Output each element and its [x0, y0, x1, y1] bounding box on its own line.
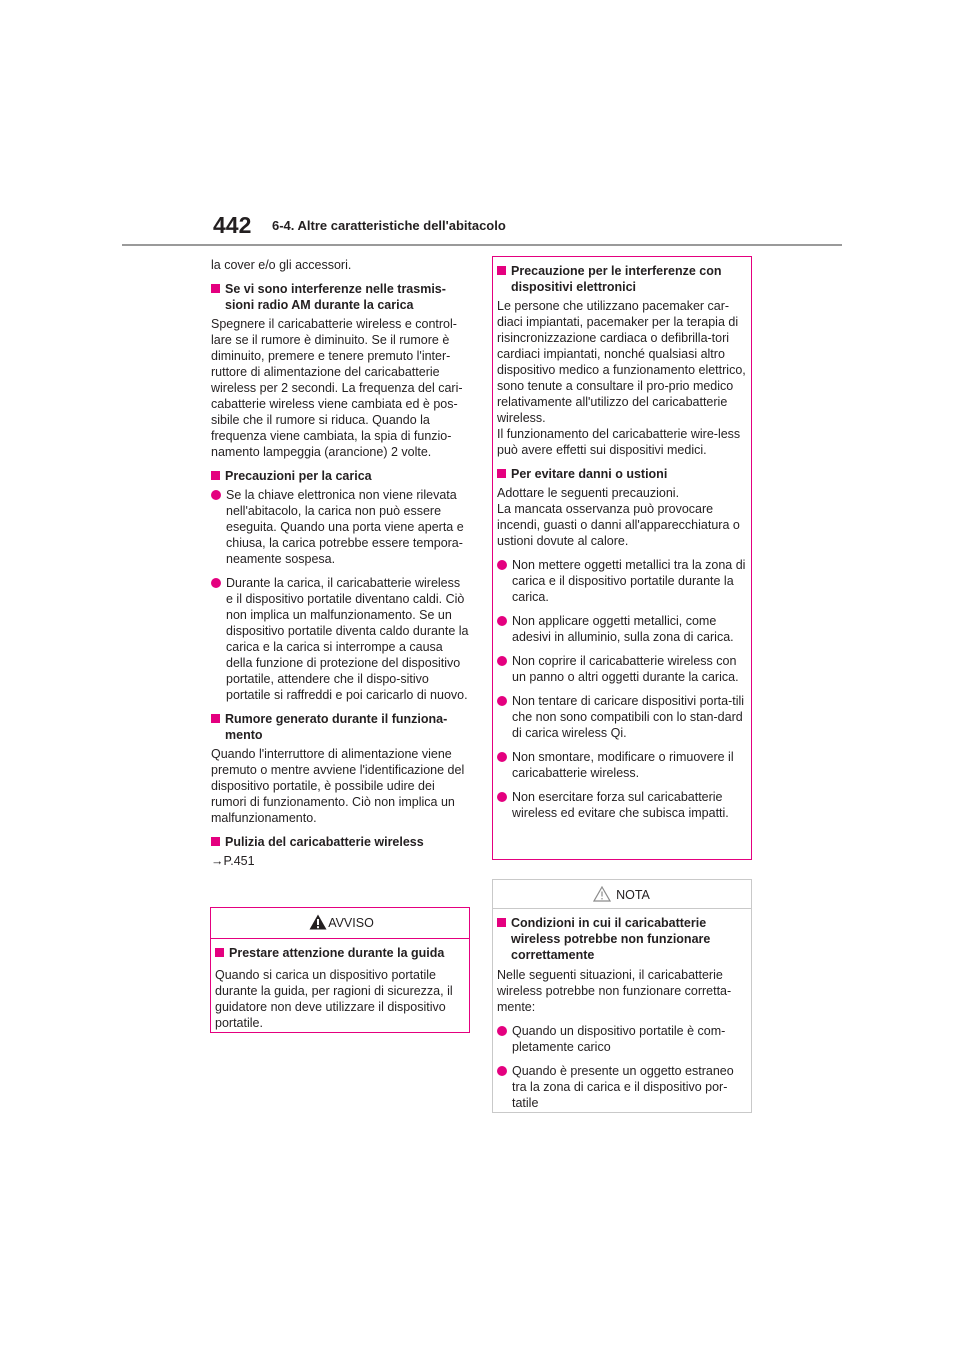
bullet-icon [497, 1026, 507, 1036]
list-item-text: Non smontare, modificare o rimuovere il caricabatterie wireless. [512, 750, 734, 780]
avviso-header [211, 908, 469, 939]
nota-box [492, 879, 752, 1113]
list-item [497, 1023, 747, 1055]
bullet-icon [497, 616, 507, 626]
page-header [0, 0, 960, 250]
list-item-text: Se la chiave elettronica non viene rilevata nell'abitacolo, la carica non può essere eseguita. Quando una porta viene aperta e chiusa, la carica potrebbe essere tempora-neamente sospesa. [226, 488, 464, 566]
list-item-text: Non coprire il caricabatterie wireless con un panno o altri oggetti durante la carica. [512, 654, 739, 684]
left-column [211, 257, 469, 877]
list-item [211, 575, 469, 703]
avviso-box [210, 907, 470, 1033]
bullet-icon [211, 490, 221, 500]
section-title-operating-noise: Rumore generato durante il funziona-mento [211, 711, 469, 743]
bullet-icon [497, 656, 507, 666]
list-item-text: Non applicare oggetti metallici, come adesivi in alluminio, sulla zona di carica. [512, 614, 734, 644]
nota-title: Condizioni in cui il caricabatterie wireless potrebbe non funzionare correttamente [497, 915, 747, 963]
section-title-charging-precautions: Precauzioni per la carica [211, 468, 469, 484]
nota-header [493, 880, 751, 909]
bullet-icon [497, 1066, 507, 1076]
section-title-cleaning: Pulizia del caricabatterie wireless [211, 834, 469, 850]
chapter-title: 6-4. Altre caratteristiche dell'abitacolo [272, 218, 506, 233]
list-item [211, 487, 469, 567]
avviso-text: Quando si carica un dispositivo portatile durante la guida, per ragioni di sicurezza, il guidatore non deve utilizzare il dispositivo portatile. [215, 968, 453, 1030]
section-text-electronic-interference: Le persone che utilizzano pacemaker car-diaci impiantati, pacemaker per la terapia di risincronizzazione cardiaca o defibrilla-tori cardiaci impiantati, nonché qualsiasi altro dispositivo medico a funzionamento elettrico, sono tenute a consultare il pro-prio medico relativamente all'utilizzo del caricabatterie wireless. [497, 299, 746, 425]
list-item [497, 693, 747, 741]
list-item [497, 789, 747, 821]
bullet-icon [497, 752, 507, 762]
section-text-avoid-damage-2: La mancata osservanza può provocare incendi, guasti o danni all'apparecchiatura o ustioni dovute al calore. [497, 502, 740, 548]
list-item-text: Durante la carica, il caricabatterie wireless e il dispositivo portatile diventano caldi. Ciò non implica un malfunzionamento. Se un dispositivo portatile diventa caldo durante la carica e la carica si interrompe a causa della funzione di protezione del dispositivo portatile, attendere che il dispo-sitivo portatile si raffreddi e poi caricarlo di nuovo. [226, 576, 469, 702]
bullet-icon [211, 578, 221, 588]
list-item-text: Quando un dispositivo portatile è com-pletamente carico [512, 1024, 726, 1054]
page-reference-link[interactable]: →P.451 [211, 854, 255, 868]
avviso-body [211, 939, 469, 1031]
avviso-title: Prestare attenzione durante la guida [215, 945, 465, 961]
list-item-text: Non esercitare forza sul caricabatterie wireless ed evitare che subisca impatti. [512, 790, 729, 820]
list-item-text: Quando è presente un oggetto estraneo tra la zona di carica e il dispositivo por-tatile [512, 1064, 734, 1110]
precauzione-box [492, 256, 752, 860]
section-title-am-interference: Se vi sono interferenze nelle trasmis-sioni radio AM durante la carica [211, 281, 469, 313]
section-text-am-interference: Spegnere il caricabatterie wireless e control-lare se il rumore è diminuito. Se il rumore è diminuito, premere e tenere premuto l'inter-ruttore di alimentazione del caricabatterie wireless per 2 secondi. La frequenza del cari-cabatterie wireless viene cambiata ed è pos-sibile che il rumore si riduca. Quando la frequenza viene cambiata, la spia di funzio-namento lampeggia (arancione) 2 volte. [211, 317, 463, 459]
list-item-text: Non tentare di caricare dispositivi porta-tili che non sono compatibili con lo stan-dard di carica wireless Qi. [512, 694, 745, 740]
section-title-electronic-interference: Precauzione per le interferenze con dispositivi elettronici [497, 263, 747, 295]
list-item [497, 1063, 747, 1111]
nota-body [493, 909, 751, 1111]
section-text-electronic-interference-2: Il funzionamento del caricabatterie wire-less può avere effetti sui dispositivi medici. [497, 427, 741, 457]
list-item [497, 613, 747, 645]
bullet-icon [497, 560, 507, 570]
list-item [497, 557, 747, 605]
section-text-avoid-damage: Adottare le seguenti precauzioni. [497, 486, 680, 500]
list-item [497, 749, 747, 781]
precauzione-body [493, 257, 751, 821]
list-item [497, 653, 747, 685]
page-number: 442 [213, 212, 252, 238]
nota-text: Nelle seguenti situazioni, il caricabatterie wireless potrebbe non funzionare corretta-mente: [497, 968, 732, 1014]
list-item-text: Non mettere oggetti metallici tra la zona di carica e il dispositivo portatile durante la carica. [512, 558, 746, 604]
intro-text: la cover e/o gli accessori. [211, 258, 352, 272]
bullet-icon [497, 696, 507, 706]
section-title-avoid-damage: Per evitare danni o ustioni [497, 466, 747, 482]
nota-label: NOTA [616, 888, 650, 902]
header-divider [122, 244, 842, 246]
avviso-label: AVVISO [328, 916, 374, 930]
section-text-operating-noise: Quando l'interruttore di alimentazione viene premuto o mentre avviene l'identificazione del dispositivo portatile, è possibile udire dei rumori di funzionamento. Ciò non implica un malfunzionamento. [211, 747, 465, 825]
bullet-icon [497, 792, 507, 802]
